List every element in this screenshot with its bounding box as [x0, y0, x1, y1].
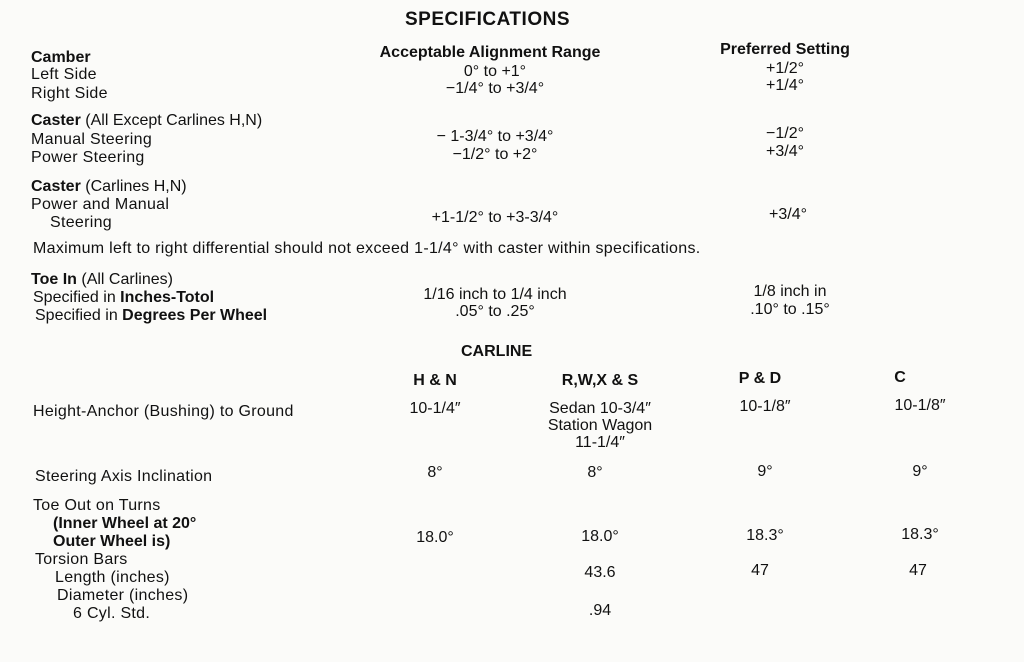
camber-right-preferred: +1/4°: [766, 77, 804, 94]
caster-manual-label: Manual Steering: [31, 131, 153, 148]
caster-hn-line1: Power and Manual: [31, 196, 170, 213]
toe-out-hn: 18.0°: [416, 529, 454, 546]
page-title: SPECIFICATIONS: [405, 9, 570, 30]
toe-in-inches-bold: Inches-Totol: [120, 289, 215, 306]
steering-axis-pd: 9°: [757, 463, 773, 480]
caster-manual-preferred: −1/2°: [766, 125, 804, 142]
torsion-length-c: 47: [909, 562, 927, 579]
height-label: Height-Anchor (Bushing) to Ground: [33, 403, 294, 420]
caster-hn-heading: [31, 178, 187, 195]
caster-all-heading-rest: (All Except Carlines H,N): [80, 112, 263, 129]
steering-axis-label: Steering Axis Inclination: [35, 468, 213, 485]
differential-note: Maximum left to right differential should not exceed 1-1/4° with caster within specifications.: [33, 240, 701, 257]
carline-heading: CARLINE: [461, 343, 533, 360]
toe-in-degrees-prefix: Specified in: [35, 307, 123, 324]
col-header-pd: P & D: [738, 370, 782, 387]
caster-hn-range: +1-1/2° to +3-3/4°: [431, 209, 559, 226]
steering-axis-c: 9°: [912, 463, 928, 480]
toe-in-inches-label: [33, 289, 214, 306]
camber-left-preferred: +1/2°: [766, 60, 804, 77]
torsion-cyl-value: .94: [588, 602, 612, 619]
height-c: 10-1/8″: [894, 397, 946, 414]
torsion-length-rwxs: 43.6: [584, 564, 616, 581]
toe-out-rwxs: 18.0°: [581, 528, 619, 545]
toe-out-c: 18.3°: [901, 526, 939, 543]
torsion-length-label: Length (inches): [55, 569, 170, 586]
height-rwxs-sedan: Sedan 10-3/4″: [549, 400, 651, 417]
height-rwxs-wagon-value: 11-1/4″: [575, 434, 625, 451]
caster-all-heading: [31, 112, 262, 129]
caster-hn-line2: Steering: [50, 214, 112, 231]
caster-hn-heading-bold: Caster: [31, 178, 81, 195]
caster-hn-preferred: +3/4°: [769, 206, 807, 223]
caster-all-heading-bold: Caster: [31, 112, 81, 129]
torsion-length-pd: 47: [751, 562, 769, 579]
toe-in-inches-range: 1/16 inch to 1/4 inch: [423, 286, 567, 303]
caster-manual-range: − 1-3/4° to +3/4°: [436, 128, 554, 145]
toe-in-degrees-label: [35, 307, 267, 324]
caster-hn-heading-rest: (Carlines H,N): [80, 178, 187, 195]
col-header-hn: H & N: [413, 372, 457, 389]
toe-out-pd: 18.3°: [746, 527, 784, 544]
caster-power-range: −1/2° to +2°: [452, 146, 538, 163]
toe-in-inches-prefix: Specified in: [33, 289, 121, 306]
torsion-cyl-label: 6 Cyl. Std.: [73, 605, 151, 622]
toe-in-degrees-range: .05° to .25°: [455, 303, 535, 320]
toe-out-line3: Outer Wheel is): [53, 533, 171, 550]
toe-out-line1: Toe Out on Turns: [33, 497, 161, 514]
steering-axis-rwxs: 8°: [587, 464, 603, 481]
steering-axis-hn: 8°: [427, 464, 443, 481]
col-header-rwxs: R,W,X & S: [561, 372, 639, 389]
camber-left-range: 0° to +1°: [463, 63, 527, 80]
toe-in-heading-bold: Toe In: [31, 271, 77, 288]
toe-in-inches-preferred: 1/8 inch in: [753, 283, 827, 300]
torsion-diameter-label: Diameter (inches): [57, 587, 189, 604]
header-preferred-setting: Preferred Setting: [720, 41, 850, 58]
toe-out-line2: (Inner Wheel at 20°: [53, 515, 197, 532]
height-pd: 10-1/8″: [739, 398, 791, 415]
camber-right-label: Right Side: [31, 85, 108, 102]
toe-in-degrees-bold: Degrees Per Wheel: [122, 307, 268, 324]
height-rwxs-wagon: Station Wagon: [547, 417, 653, 434]
torsion-bars-label: Torsion Bars: [35, 551, 128, 568]
height-hn: 10-1/4″: [409, 400, 461, 417]
camber-heading: Camber: [31, 49, 91, 66]
toe-in-heading: [31, 271, 173, 288]
caster-power-label: Power Steering: [31, 149, 145, 166]
header-acceptable-range: Acceptable Alignment Range: [379, 44, 601, 61]
camber-left-label: Left Side: [31, 66, 97, 83]
camber-right-range: −1/4° to +3/4°: [445, 80, 545, 97]
caster-power-preferred: +3/4°: [766, 143, 804, 160]
toe-in-heading-rest: (All Carlines): [76, 271, 173, 288]
col-header-c: C: [894, 369, 906, 386]
toe-in-degrees-preferred: .10° to .15°: [750, 301, 830, 318]
